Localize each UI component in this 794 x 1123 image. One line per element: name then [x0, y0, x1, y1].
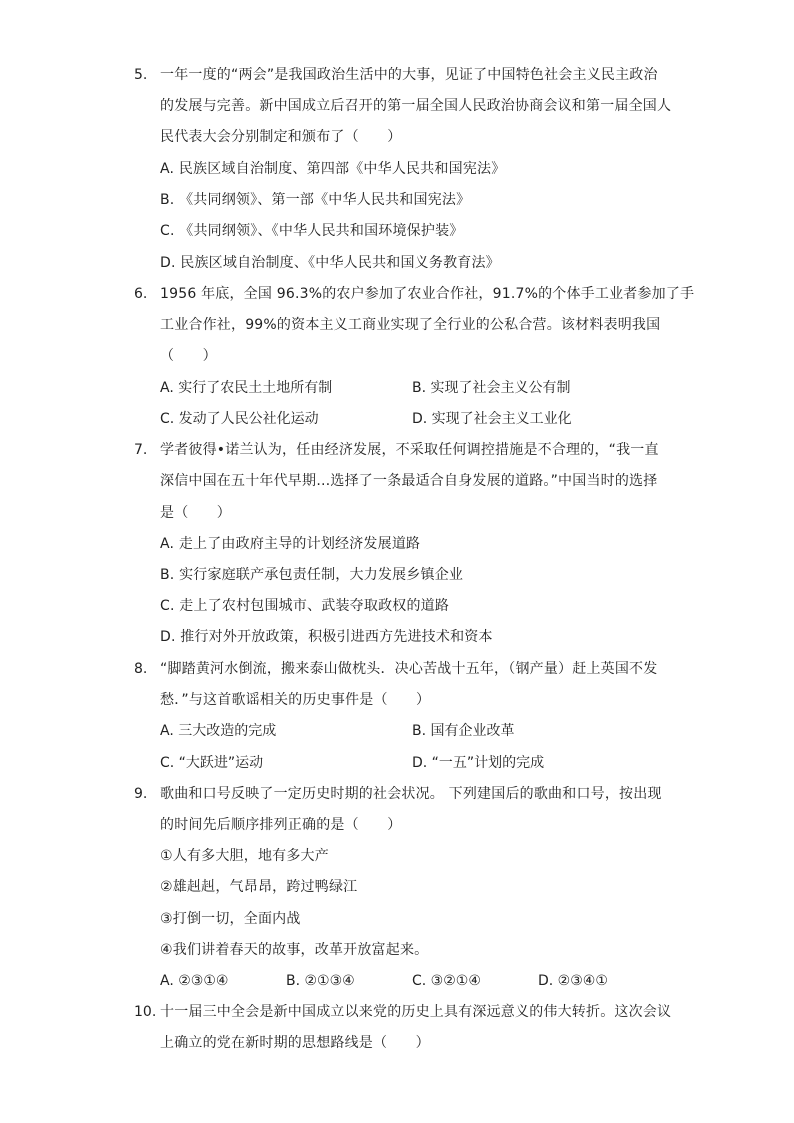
song-item-4: ④我们讲着春天的故事，改革开放富起来。	[160, 942, 429, 958]
options-row	[160, 411, 660, 427]
option-a: A. 走上了由政府主导的计划经济发展道路	[160, 536, 421, 552]
option-b: B. 实行家庭联产承包责任制，大力发展乡镇企业	[160, 567, 464, 583]
question-text-line: 歌曲和口号反映了一定历史时期的社会状况。 下列建国后的歌曲和口号，按出现	[160, 786, 662, 802]
question-number: 10.	[134, 1004, 157, 1020]
option-c: C. “大跃进”运动	[160, 755, 264, 771]
option-a: A. 三大改造的完成	[160, 723, 277, 739]
option-b: B. ②①③④	[286, 973, 355, 989]
question-number: 7.	[134, 442, 148, 458]
question-text-line: 上确立的党在新时期的思想路线是（ ）	[160, 1035, 430, 1051]
song-item-2: ②雄赳赳，气昂昂，跨过鸭绿江	[160, 879, 358, 895]
question-number: 9.	[134, 786, 148, 802]
question-number: 8.	[134, 661, 148, 677]
option-d: D. 推行对外开放政策，积极引进西方先进技术和资本	[160, 629, 493, 645]
options-row	[160, 723, 660, 739]
option-b: B. 国有企业改革	[412, 723, 515, 739]
question-text-line: 十一届三中全会是新中国成立以来党的历史上具有深远意义的伟大转折。这次会议	[160, 1004, 672, 1020]
option-d: D. 民族区域自治制度、《中华人民共和国义务教育法》	[160, 255, 500, 271]
question-text-line: 工业合作社，99%的资本主义工商业实现了全行业的公私合营。该材料表明我国	[160, 317, 661, 333]
option-d: D. 实现了社会主义工业化	[412, 411, 572, 427]
option-b: B. 实现了社会主义公有制	[412, 380, 571, 396]
question-text-line: 1956 年底，全国 96.3%的农户参加了农业合作社，91.7%的个体手工业者参加了手	[160, 286, 695, 302]
option-c: C. 发动了人民公社化运动	[160, 411, 319, 427]
question-number: 5.	[134, 67, 148, 83]
song-item-3: ③打倒一切，全面内战	[160, 911, 301, 927]
song-item-1: ①人有多大胆，地有多大产	[160, 848, 329, 864]
option-b: B. 《共同纲领》、第一部《中华人民共和国宪法》	[160, 192, 471, 208]
question-text-line: 是（ ）	[160, 505, 231, 521]
question-text-line: 民代表大会分别制定和颁布了（ ）	[160, 129, 402, 145]
options-row	[160, 973, 660, 989]
question-text-line: 的时间先后顺序排列正确的是（ ）	[160, 817, 402, 833]
question-text-line: “脚踏黄河水倒流，搬来泰山做枕头．决心苦战十五年，（钢产量）赶上英国不发	[160, 661, 658, 677]
option-d: D. “一五”计划的完成	[412, 755, 545, 771]
question-number: 6.	[134, 286, 148, 302]
option-c: C. 走上了农村包围城市、武装夺取政权的道路	[160, 598, 450, 614]
options-row	[160, 755, 660, 771]
question-text-line: （ ）	[160, 348, 217, 364]
option-a: A. 实行了农民土土地所有制	[160, 380, 333, 396]
options-row	[160, 380, 660, 396]
question-text-line: 愁．”与这首歌谣相关的历史事件是（ ）	[160, 692, 431, 708]
question-text-line: 的发展与完善。新中国成立后召开的第一届全国人民政治协商会议和第一届全国人	[160, 98, 672, 114]
option-a: A. ②③①④	[160, 973, 229, 989]
option-c: C. ③②①④	[412, 973, 481, 989]
option-d: D. ②③④①	[538, 973, 608, 989]
option-a: A. 民族区域自治制度、第四部《中华人民共和国宪法》	[160, 161, 506, 177]
question-text-line: 一年一度的“两会”是我国政治生活中的大事，见证了中国特色社会主义民主政治	[160, 67, 658, 83]
question-text-line: 学者彼得•诺兰认为，任由经济发展，不采取任何调控措施是不合理的，“我一直	[160, 442, 659, 458]
question-text-line: 深信中国在五十年代早期…选择了一条最适合自身发展的道路。”中国当时的选择	[160, 473, 658, 489]
option-c: C. 《共同纲领》、《中华人民共和国环境保护装》	[160, 223, 464, 239]
